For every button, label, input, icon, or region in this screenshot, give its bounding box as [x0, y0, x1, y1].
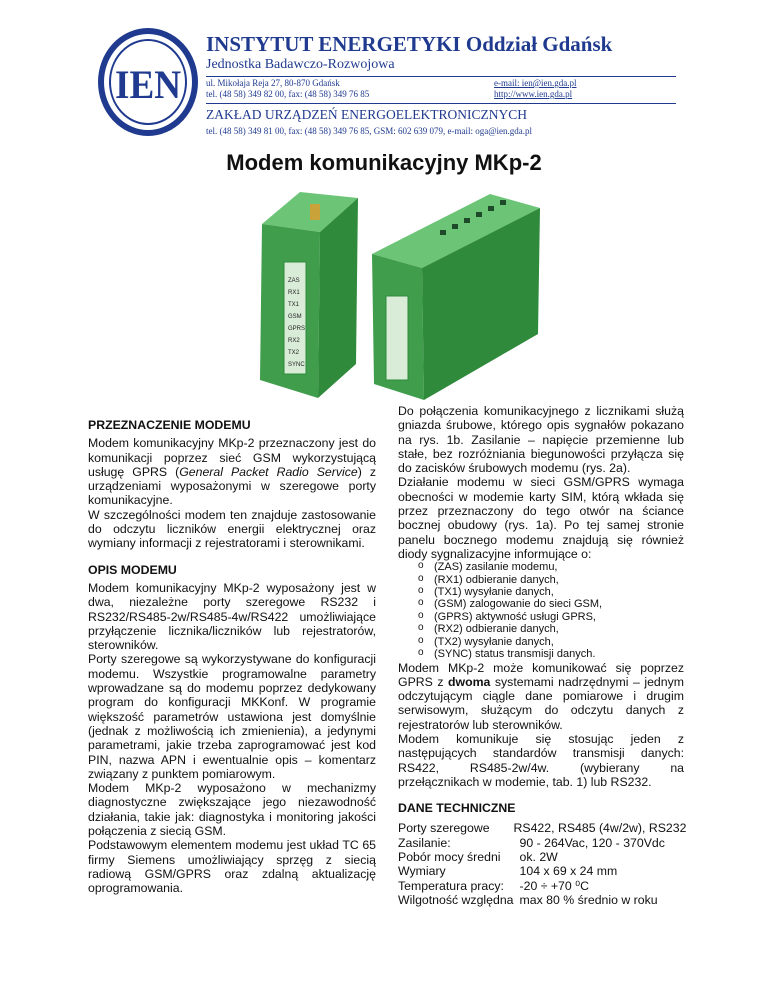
purpose-text: Modem komunikacyjny MKp-2 przeznaczony jest do komunikacji poprzez sieć GSM wykorzystującą usługę GPRS (	[88, 436, 376, 479]
institute-title: INSTYTUT ENERGETYKI Oddział Gdańsk	[206, 32, 613, 56]
led-label: SYNC	[288, 362, 305, 368]
led-label: GSM	[288, 314, 302, 320]
sim-paragraph: Działanie modemu w sieci GSM/GPRS wymaga obecności w modemie karty SIM, którą wkłada się przez przeznaczony do tego otwór na ściance bocznej obudowy (rys. 1a). Po tej samej stronie panelu bocznego modemu znajdują się również diody sygnalizacyjne informujące o:	[398, 475, 684, 561]
modem-device-right	[372, 194, 540, 400]
header-rule-bottom	[206, 103, 676, 104]
list-item: o (GPRS) aktywność usługi GPRS,	[434, 611, 684, 623]
list-item: o (SYNC) status transmisji danych.	[434, 648, 684, 660]
communication-text: Modem MKp-2 może komunikować się poprzez GPRS z	[398, 660, 684, 689]
led-label: TX2	[288, 350, 300, 356]
gprs-expansion: General Packet Radio Service	[179, 464, 358, 479]
tech-label: Porty szeregowe	[398, 821, 490, 836]
department-name: ZAKŁAD URZĄDZEŃ ENERGOELEKTRONICZNYCH	[206, 107, 527, 122]
purpose-usage-paragraph: W szczególności modem ten znajduje zastosowanie do odczytu liczników energii elektrycznej oraz wymiany informacji z rejestratorami i sterownikami.	[88, 507, 376, 551]
led-label: RX2	[288, 338, 300, 344]
tech-value: max 80 % średnio w roku	[519, 892, 658, 907]
table-row	[398, 864, 686, 878]
institute-subtitle: Jednostka Badawczo-Rozwojowa	[206, 57, 395, 72]
tech-label: Pobór mocy średni	[398, 850, 501, 865]
list-item: o (ZAS) zasilanie modemu,	[434, 561, 684, 573]
modem-device-left	[260, 192, 358, 398]
communication-emphasis: dwoma	[448, 674, 491, 689]
tech-value: 104 x 69 x 24 mm	[519, 864, 618, 879]
table-row	[398, 879, 686, 893]
purpose-text: ) z urządzeniami wyposażonymi w szeregowe porty komunikacyjne.	[88, 464, 376, 508]
tech-label: Wymiary	[398, 864, 446, 879]
standards-paragraph: Modem komunikuje się stosując jeden z następujących standardów transmisji danych: RS422, RS485-2w/4w. (wybierany na przełącznikach w modemie, tab. 1) lub RS232.	[398, 732, 684, 789]
description-paragraph: Podstawowym elementem modemu jest układ TC 65 firmy Siemens umożliwiający sprzęg z siecią radiową GSM/GPRS oraz zdalną aktualizację oprogramowania.	[88, 838, 376, 896]
phone-line: tel. (48 58) 349 82 00, fax: (48 58) 349 76 85	[206, 89, 370, 99]
led-label: ZAS	[288, 278, 300, 284]
led-label: TX1	[288, 302, 300, 308]
address-line: ul. Mikołaja Reja 27, 80-870 Gdańsk	[206, 78, 340, 88]
purpose-heading: PRZEZNACZENIE MODEMU	[88, 418, 251, 432]
description-heading: OPIS MODEMU	[88, 562, 177, 577]
led-label: GPRS	[288, 326, 306, 332]
list-item: o (GSM) zalogowanie do sieci GSM,	[434, 598, 684, 610]
signal-led-list	[398, 561, 684, 660]
ien-logo	[98, 28, 198, 136]
description-paragraph: Modem MKp-2 wyposażono w mechanizmy diagnostyczne zwiększające jego niezawodność działania, takie jak: diagnostyka i monitoring jakości połączenia z siecią GSM.	[88, 781, 376, 839]
purpose-paragraph	[88, 436, 376, 507]
tech-value: RS422, RS485 (4w/2w), RS232	[513, 821, 687, 836]
description-paragraph: Modem komunikacyjny MKp-2 wyposażony jest w dwa, niezależne porty szeregowe RS232 i RS232/RS485-2w/RS485-4w/RS422 umożliwiające przyłączenie licznika/liczników lub rejestratorów, sterowników.	[88, 580, 376, 653]
header-rule-top	[206, 76, 676, 77]
description-paragraph: Porty szeregowe są wykorzystywane do konfiguracji modemu. Wszystkie programowalne parametry wprowadzane są do modemu poprzez dedykowany program do konfiguracji MKKonf. W programie większość parametrów ustawiona jest domyślnie (jednak z możliwością ich zmienienia), a jedynymi parametrami, jakie trzeba zaprogramować jest kod PIN, nazwa APN i ewentualnie opis – komentarz związany z punktem pomiarowym.	[88, 652, 376, 781]
website-link[interactable]: http://www.ien.gda.pl	[494, 89, 573, 99]
tech-value: -20 ÷ +70 ⁰C	[519, 878, 589, 893]
connection-paragraph: Do połączenia komunikacyjnego z licznikami służą gniazda śrubowe, którego opis sygnałów pokazano na rys. 1b. Zasilanie – napięcie przemienne lub stałe, bez rozróżniania biegunowości przyłącza się do zacisków śrubowych modemu (rys. 2a).	[398, 404, 684, 476]
tech-label: Wilgotność względna	[398, 892, 514, 907]
table-row	[398, 836, 686, 850]
document-title: Modem komunikacyjny MKp-2	[226, 150, 542, 175]
email-link[interactable]: e-mail: ien@ien.gda.pl	[494, 78, 577, 88]
tech-value: ok. 2W	[519, 850, 558, 865]
tech-data-table	[398, 821, 686, 907]
table-row	[398, 893, 686, 907]
communication-text: systemami nadrzędnymi – jednym odczytującym ciągle dane pomiarowe i drugim serwisowym, służącym do odczytu danych z rejestratorów lub sterowników.	[398, 674, 684, 732]
department-contact: tel. (48 58) 349 81 00, fax: (48 58) 349 76 85, GSM: 602 639 079, e-mail: oga@ien.gda.pl	[206, 126, 532, 136]
list-item: o (TX2) wysyłanie danych,	[434, 636, 684, 648]
communication-paragraph	[398, 661, 684, 732]
tech-data-heading: DANE TECHNICZNE	[398, 801, 516, 816]
table-row	[398, 850, 686, 864]
table-row	[398, 821, 686, 835]
list-item: o (RX2) odbieranie danych,	[434, 623, 684, 635]
list-item: o (TX1) wysyłanie danych,	[434, 586, 684, 598]
led-label: RX1	[288, 290, 300, 296]
logo-lettering: IEN	[115, 62, 182, 107]
tech-value: 90 - 264Vac, 120 - 370Vdc	[519, 835, 665, 850]
modem-photo	[240, 184, 550, 404]
tech-label: Zasilanie:	[398, 835, 451, 850]
left-column	[88, 418, 376, 896]
list-item: o (RX1) odbieranie danych,	[434, 574, 684, 586]
tech-label: Temperatura pracy:	[398, 878, 504, 893]
right-column	[398, 404, 687, 907]
